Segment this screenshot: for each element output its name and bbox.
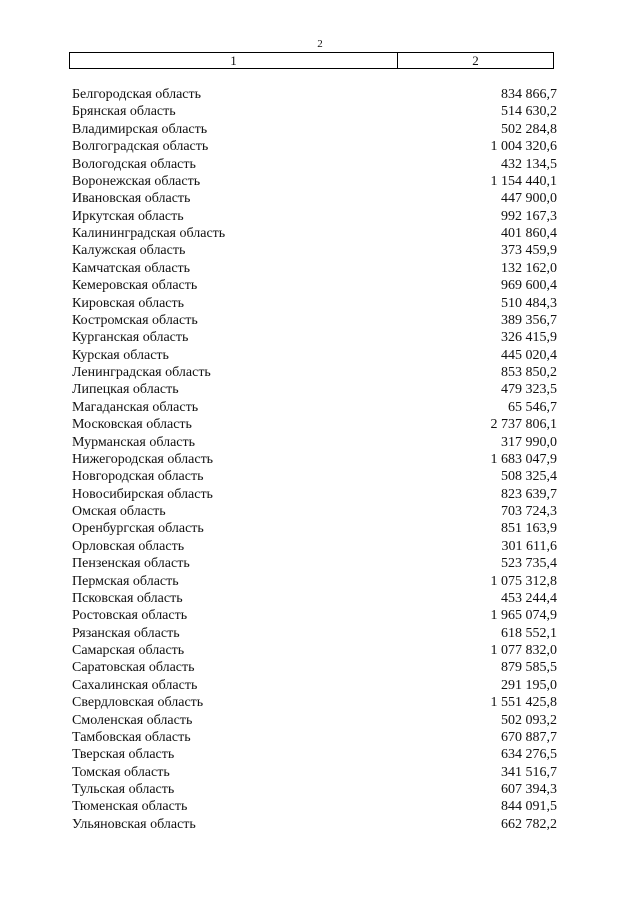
region-name: Кировская область [72, 295, 185, 311]
region-name: Камчатская область [72, 260, 191, 276]
region-name: Магаданская область [72, 399, 199, 415]
region-value: 1 077 832,0 [490, 643, 557, 658]
region-value: 703 724,3 [501, 504, 557, 519]
region-name: Владимирская область [72, 121, 208, 137]
table-row [72, 103, 557, 120]
table-row [72, 156, 557, 173]
region-name: Саратовская область [72, 660, 195, 676]
table-row [72, 451, 557, 468]
region-value: 992 167,3 [501, 208, 557, 224]
region-value: 510 484,3 [501, 295, 557, 311]
region-name: Ростовская область [72, 608, 188, 624]
table-row [72, 242, 557, 259]
region-value: 851 163,9 [501, 521, 557, 537]
table-body [72, 86, 557, 833]
table-row [72, 816, 557, 833]
table-row [72, 86, 557, 103]
region-value: 479 323,5 [501, 382, 557, 398]
region-name: Белгородская область [72, 87, 202, 102]
region-value: 853 850,2 [501, 365, 557, 380]
table-row [72, 138, 557, 155]
table-row [72, 434, 557, 451]
region-value: 844 091,5 [501, 799, 557, 815]
region-value: 514 630,2 [501, 104, 557, 120]
region-name: Тамбовская область [72, 729, 191, 745]
region-name: Нижегородская область [72, 451, 214, 467]
region-name: Иркутская область [72, 208, 184, 224]
table-row [72, 364, 557, 381]
table-row [72, 677, 557, 694]
table-row [72, 399, 557, 416]
region-name: Томская область [72, 764, 170, 780]
region-value: 879 585,5 [501, 660, 557, 676]
region-value: 1 075 312,8 [490, 573, 557, 589]
region-name: Брянская область [72, 104, 176, 120]
region-value: 291 195,0 [501, 677, 557, 693]
region-name: Костромская область [72, 312, 198, 328]
region-value: 1 004 320,6 [490, 139, 557, 155]
table-row [72, 416, 557, 433]
region-name: Мурманская область [72, 434, 196, 450]
region-value: 523 735,4 [501, 556, 557, 572]
region-name: Тверская область [72, 747, 175, 763]
region-value: 823 639,7 [501, 486, 557, 502]
header-column-2: 2 [472, 53, 479, 68]
region-value: 969 600,4 [501, 278, 557, 294]
region-name: Ленинградская область [72, 365, 211, 380]
region-name: Орловская область [72, 538, 185, 554]
table-row [72, 520, 557, 537]
region-value: 1 154 440,1 [490, 173, 557, 189]
region-value: 634 276,5 [501, 747, 557, 763]
region-name: Калининградская область [72, 226, 226, 241]
table-row [72, 329, 557, 346]
region-value: 670 887,7 [501, 729, 557, 745]
table-row [72, 659, 557, 676]
region-name: Курганская область [72, 330, 189, 346]
region-value: 326 415,9 [501, 330, 557, 346]
region-value: 445 020,4 [501, 347, 557, 363]
region-name: Курская область [72, 347, 169, 363]
table-row [72, 746, 557, 763]
header-column-1: 1 [70, 53, 398, 68]
region-value: 618 552,1 [501, 625, 557, 641]
region-value: 401 860,4 [501, 226, 557, 241]
table-row [72, 555, 557, 572]
region-name: Ульяновская область [72, 816, 196, 832]
region-name: Свердловская область [72, 695, 204, 711]
region-name: Воронежская область [72, 173, 201, 189]
table-row [72, 468, 557, 485]
region-value: 341 516,7 [501, 764, 557, 780]
region-name: Оренбургская область [72, 521, 204, 537]
region-value: 132 162,0 [501, 260, 557, 276]
table-row [72, 712, 557, 729]
table-row [72, 381, 557, 398]
table-row [72, 538, 557, 555]
table-row [72, 573, 557, 590]
region-name: Кемеровская область [72, 278, 198, 294]
table-row [72, 798, 557, 815]
region-name: Новосибирская область [72, 486, 213, 502]
table-row [72, 694, 557, 711]
table-row [72, 277, 557, 294]
table-header [69, 52, 554, 69]
region-name: Псковская область [72, 590, 183, 606]
table-row [72, 607, 557, 624]
table-row [72, 590, 557, 607]
table-row [72, 295, 557, 312]
region-name: Липецкая область [72, 382, 179, 398]
region-name: Тульская область [72, 782, 175, 797]
region-name: Сахалинская область [72, 677, 198, 693]
region-value: 1 965 074,9 [490, 608, 557, 624]
region-name: Московская область [72, 417, 192, 433]
region-name: Смоленская область [72, 712, 193, 728]
table-row [72, 173, 557, 190]
table-row [72, 729, 557, 746]
region-value: 1 551 425,8 [490, 695, 557, 711]
region-name: Омская область [72, 504, 166, 519]
region-name: Самарская область [72, 643, 185, 658]
region-name: Калужская область [72, 243, 186, 259]
region-value: 389 356,7 [501, 312, 557, 328]
table-row [72, 225, 557, 242]
table-row [72, 121, 557, 138]
region-value: 301 611,6 [501, 538, 557, 554]
region-name: Тюменская область [72, 799, 188, 815]
region-value: 662 782,2 [501, 816, 557, 832]
region-value: 447 900,0 [501, 191, 557, 207]
table-row [72, 486, 557, 503]
region-value: 508 325,4 [501, 469, 557, 485]
region-value: 502 093,2 [501, 712, 557, 728]
table-row [72, 190, 557, 207]
region-name: Волгоградская область [72, 139, 209, 155]
page-number: 2 [317, 38, 323, 50]
region-value: 1 683 047,9 [490, 451, 557, 467]
region-value: 317 990,0 [501, 434, 557, 450]
region-name: Вологодская область [72, 156, 196, 172]
region-name: Пермская область [72, 573, 179, 589]
region-name: Новгородская область [72, 469, 204, 485]
table-row [72, 312, 557, 329]
region-name: Ивановская область [72, 191, 191, 207]
region-name: Рязанская область [72, 625, 180, 641]
table-row [72, 347, 557, 364]
region-value: 65 546,7 [508, 399, 557, 415]
table-row [72, 764, 557, 781]
table-row [72, 781, 557, 798]
region-value: 432 134,5 [501, 156, 557, 172]
table-row [72, 625, 557, 642]
table-row [72, 503, 557, 520]
region-name: Пензенская область [72, 556, 190, 572]
region-value: 373 459,9 [501, 243, 557, 259]
table-row [72, 208, 557, 225]
table-row [72, 260, 557, 277]
region-value: 502 284,8 [501, 121, 557, 137]
region-value: 453 244,4 [501, 590, 557, 606]
region-value: 2 737 806,1 [490, 417, 557, 433]
region-value: 834 866,7 [501, 87, 557, 102]
region-value: 607 394,3 [501, 782, 557, 797]
table-row [72, 642, 557, 659]
